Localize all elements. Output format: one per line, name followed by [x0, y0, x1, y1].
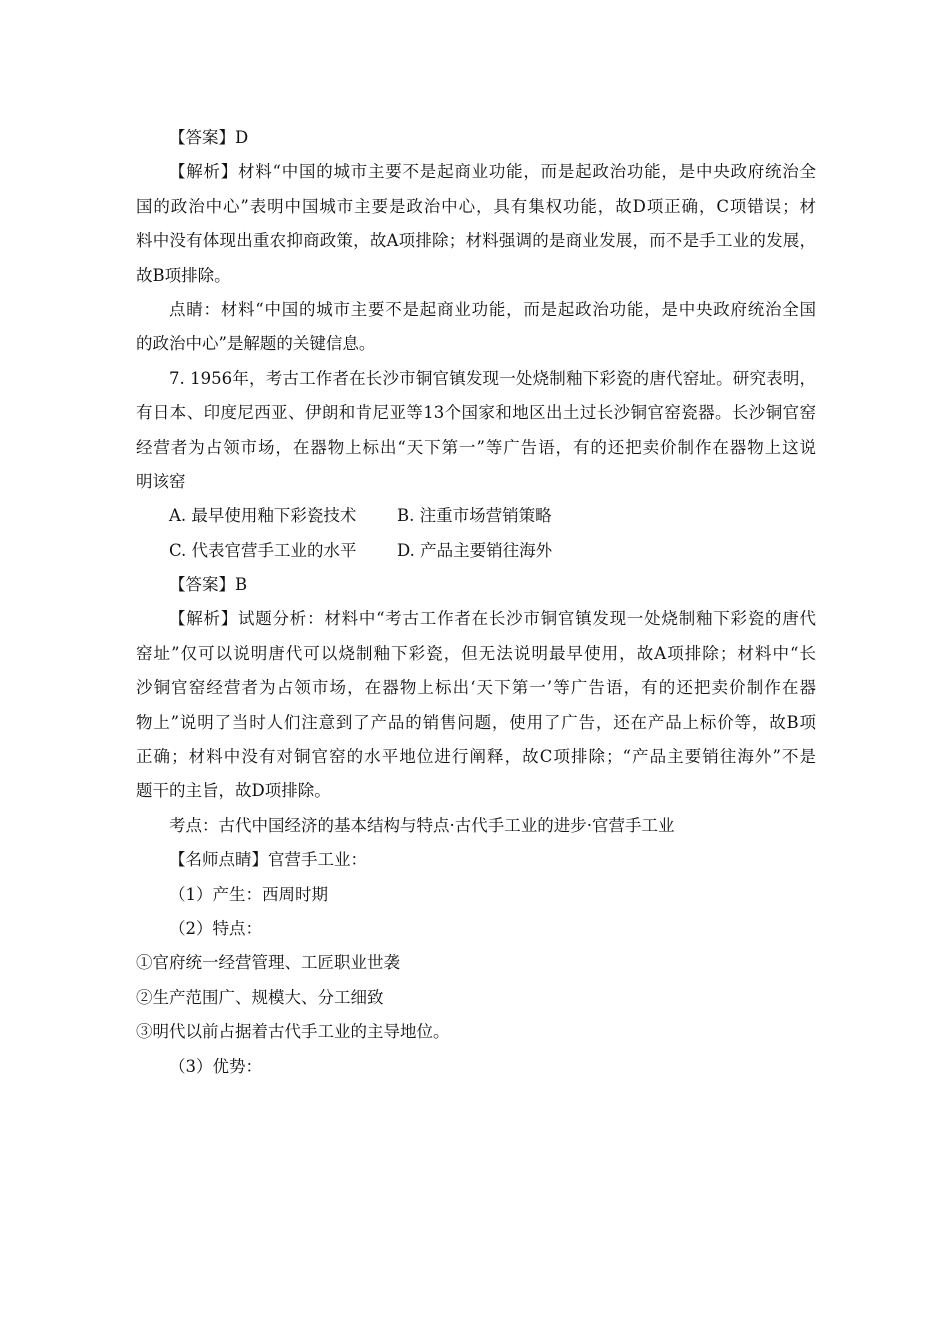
q7-stem-line: 7. 1956年，考古工作者在长沙市铜官镇发现一处烧制釉下彩瓷的唐代窑址。研究表明， [169, 368, 816, 388]
q7-mingshi-title: 【名师点睛】官营手工业： [169, 850, 367, 870]
q7-options-row [136, 499, 816, 533]
q7-analysis-line: 【解析】试题分析：材料中“考古工作者在长沙市铜官镇发现一处烧制釉下彩瓷的唐代 [169, 609, 816, 629]
q7-mingshi-item: ①官府统一经营管理、工匠职业世袭 [136, 953, 400, 973]
q7-analysis-line: 沙铜官窑经营者为占领市场，在器物上标出‘天下第一’等广告语，有的还把卖价制作在器 [136, 678, 816, 698]
q7-answer: 【答案】B [169, 575, 248, 595]
q7-analysis-line: 物上”说明了当时人们注意到了产品的销售问题，使用了广告，还在产品上标价等，故B项 [136, 712, 816, 732]
q7-option-c: C. 代表官营手工业的水平 [169, 540, 357, 560]
q6-comment-line: 点睛：材料“中国的城市主要不是起商业功能，而是起政治功能，是中央政府统治全国 [169, 299, 816, 319]
document-body [136, 121, 816, 1084]
q6-answer: 【答案】D [169, 128, 249, 147]
q7-analysis-line: 正确；材料中没有对铜官窑的水平地位进行阐释，故C项排除；“产品主要销往海外”不是 [136, 747, 816, 767]
q7-mingshi-item: ③明代以前占据着古代手工业的主导地位。 [136, 1022, 450, 1042]
q7-option-d: D. 产品主要销往海外 [397, 540, 553, 560]
q7-option-a: A. 最早使用釉下彩瓷技术 [169, 506, 357, 526]
q7-option-b: B. 注重市场营销策略 [397, 506, 552, 526]
q6-comment-line: 的政治中心”是解题的关键信息。 [136, 334, 376, 354]
q7-mingshi-item: ②生产范围广、规模大、分工细致 [136, 987, 384, 1007]
q7-stem-line: 有日本、印度尼西亚、伊朗和肯尼亚等13个国家和地区出土过长沙铜官窑瓷器。长沙铜官窑 [136, 403, 816, 423]
q7-analysis-line: 题干的主旨，故D项排除。 [136, 781, 331, 801]
q6-analysis-line: 国的政治中心”表明中国城市主要是政治中心，具有集权功能，故D项正确，C项错误；材 [136, 196, 816, 216]
q7-mingshi-item: （1）产生：西周时期 [169, 884, 328, 904]
q7-mingshi-item: （2）特点： [169, 918, 262, 938]
q7-kaodian: 考点：古代中国经济的基本结构与特点·古代手工业的进步·官营手工业 [169, 815, 675, 835]
q7-stem-line: 明该窑 [136, 471, 186, 491]
q6-analysis-line: 故B项排除。 [136, 265, 231, 285]
q7-mingshi-item: （3）优势： [169, 1056, 262, 1076]
q6-analysis-line: 【解析】材料“中国的城市主要不是起商业功能，而是起政治功能，是中央政府统治全 [169, 162, 816, 182]
q7-stem-line: 经营者为占领市场，在器物上标出“天下第一”等广告语，有的还把卖价制作在器物上这说 [136, 437, 816, 457]
q7-analysis-line: 窑址”仅可以说明唐代可以烧制釉下彩瓷，但无法说明最早使用，故A项排除；材料中“长 [136, 643, 816, 663]
q6-analysis-line: 料中没有体现出重农抑商政策，故A项排除；材料强调的是商业发展，而不是手工业的发展， [136, 231, 816, 251]
q7-options-row [136, 534, 816, 568]
